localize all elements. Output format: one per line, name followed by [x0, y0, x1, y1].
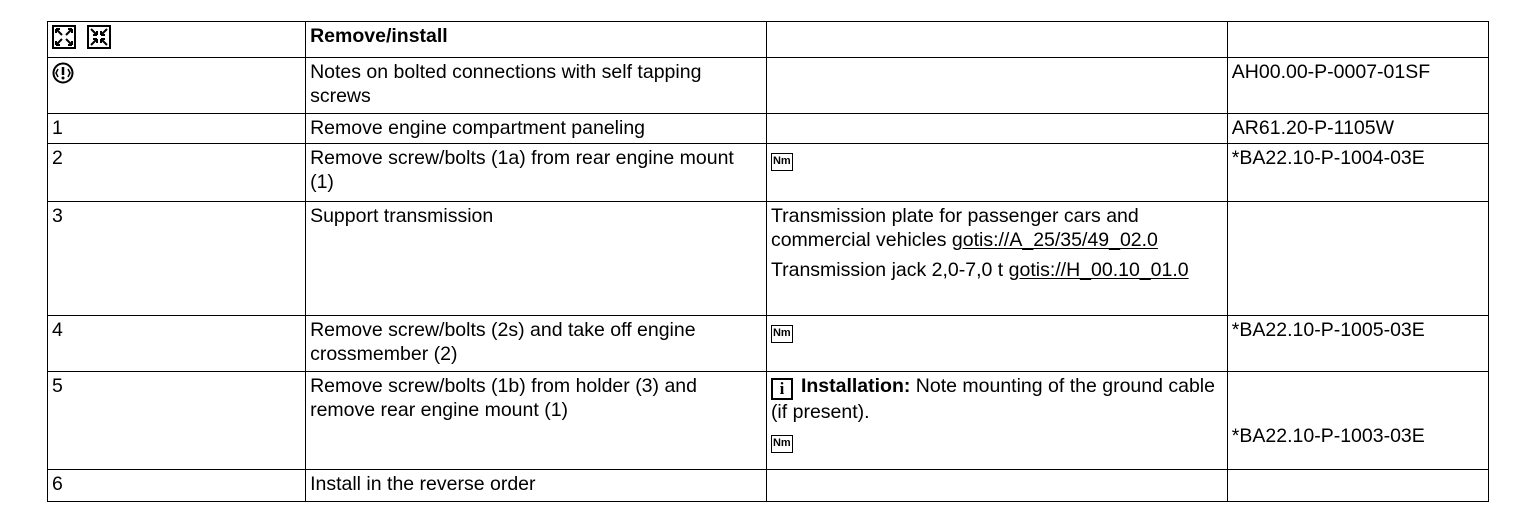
torque-nm-badge[interactable]: Nm	[771, 325, 793, 343]
step-notes-cell	[766, 144, 1227, 202]
attention-icon	[52, 62, 74, 84]
step-reference-cell	[1227, 372, 1488, 470]
tool-description: Transmission jack 2,0-7,0 t	[770, 259, 1009, 281]
expand-icon[interactable]	[52, 25, 76, 49]
step-text: Remove screw/bolts (2s) and take off engine crossmember (2)	[306, 316, 767, 372]
tool-entry	[771, 258, 1223, 282]
step-reference[interactable]: *BA22.10-P-1003-03E	[1231, 425, 1425, 447]
table-row	[48, 202, 1489, 316]
step-number: 1	[48, 114, 306, 144]
installation-text: Note mounting of the ground cable (if present).	[770, 375, 1215, 423]
torque-nm-badge[interactable]: Nm	[771, 153, 793, 171]
step-text: Remove engine compartment paneling	[306, 114, 767, 144]
step-text: Notes on bolted connections with self tapping screws	[306, 58, 767, 114]
table-row	[48, 58, 1489, 114]
procedure-table	[47, 21, 1489, 502]
tool-description: Transmission plate for passenger cars and commercial vehicles	[770, 205, 1139, 251]
step-notes-cell	[766, 372, 1227, 470]
collapse-icon[interactable]	[87, 25, 111, 49]
step-reference-empty	[1227, 470, 1488, 502]
tool-link[interactable]: gotis://A_25/35/49_02.0	[951, 229, 1158, 251]
table-header-row	[48, 22, 1489, 58]
step-number: 4	[48, 316, 306, 372]
step-text: Install in the reverse order	[306, 470, 767, 502]
table-row	[48, 114, 1489, 144]
step-notes-cell	[766, 114, 1227, 144]
installation-label: Installation:	[800, 375, 911, 397]
header-title: Remove/install	[306, 22, 767, 58]
step-reference[interactable]: AR61.20-P-1105W	[1227, 114, 1488, 144]
step-notes-cell	[766, 202, 1227, 316]
step-cell	[48, 58, 306, 114]
tool-entry	[771, 204, 1223, 252]
torque-nm-badge[interactable]: Nm	[771, 435, 793, 453]
step-text: Remove screw/bolts (1b) from holder (3) and remove rear engine mount (1)	[306, 372, 767, 470]
step-notes-cell	[766, 58, 1227, 114]
installation-note	[771, 374, 1223, 424]
step-number: 5	[48, 372, 306, 470]
procedure-table-wrapper	[47, 21, 1489, 502]
table-row	[48, 372, 1489, 470]
step-reference[interactable]: *BA22.10-P-1005-03E	[1227, 316, 1488, 372]
step-reference[interactable]: AH00.00-P-0007-01SF	[1227, 58, 1488, 114]
step-notes-cell	[766, 316, 1227, 372]
header-empty-cell-4	[1227, 22, 1488, 58]
header-empty-cell-3	[766, 22, 1227, 58]
info-icon: i	[771, 378, 793, 400]
table-row	[48, 144, 1489, 202]
step-reference[interactable]: *BA22.10-P-1004-03E	[1227, 144, 1488, 202]
tool-link[interactable]: gotis://H_00.10_01.0	[1008, 259, 1189, 281]
step-reference-empty	[1227, 202, 1488, 316]
step-number: 6	[48, 470, 306, 502]
step-number: 2	[48, 144, 306, 202]
step-text: Support transmission	[306, 202, 767, 316]
table-row	[48, 470, 1489, 502]
header-icons-cell	[48, 22, 306, 58]
step-notes-cell	[766, 470, 1227, 502]
step-number: 3	[48, 202, 306, 316]
step-text: Remove screw/bolts (1a) from rear engine mount (1)	[306, 144, 767, 202]
table-row	[48, 316, 1489, 372]
